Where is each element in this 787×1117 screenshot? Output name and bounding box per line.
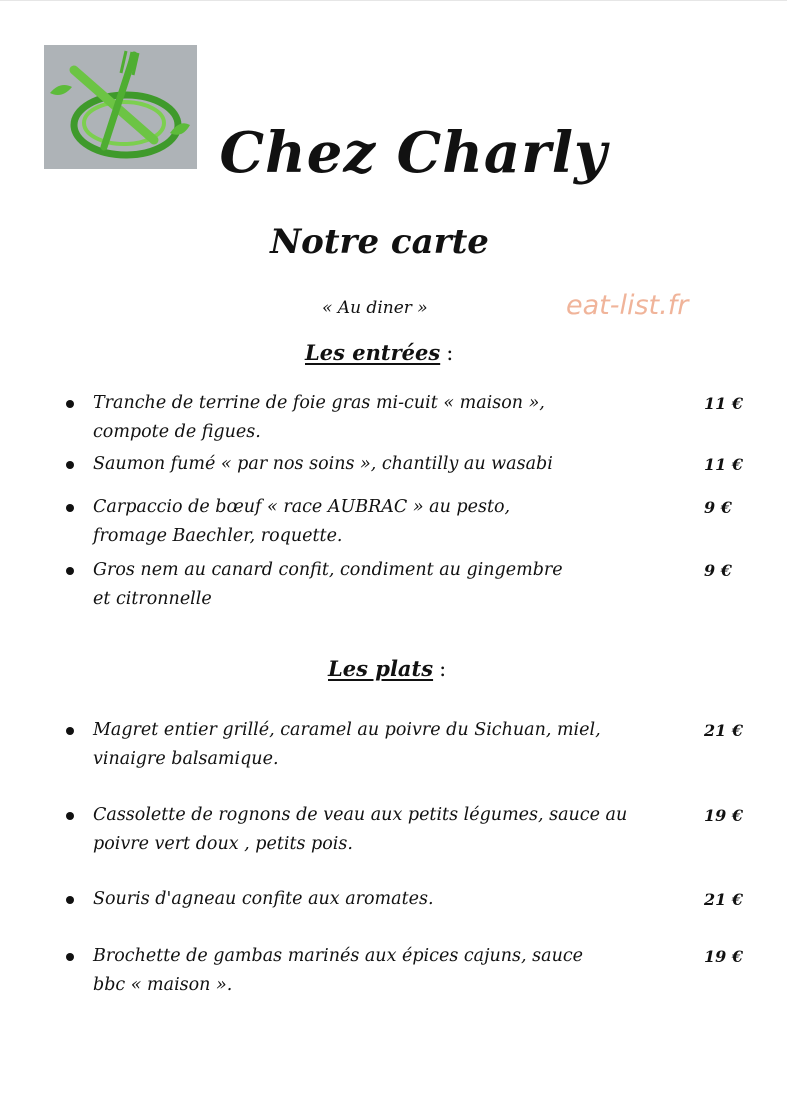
menu-item-line: Magret entier grillé, caramel au poivre du Sichuan, miel, — [93, 720, 601, 740]
menu-item-line: Saumon fumé « par nos soins », chantilly au wasabi — [93, 454, 553, 474]
menu-item-price: 11 € — [704, 394, 743, 413]
section-title-entrees — [305, 340, 453, 365]
menu-item-price: 9 € — [704, 561, 732, 580]
restaurant-name: Chez Charly — [219, 120, 608, 186]
menu-item-description — [93, 389, 673, 447]
menu-item-description — [93, 450, 673, 479]
bullet-icon — [66, 953, 74, 961]
menu-item-line: fromage Baechler, roquette. — [93, 526, 343, 546]
section-title-plats — [328, 656, 446, 681]
menu-item-price: 19 € — [704, 806, 743, 825]
menu-item-line: Cassolette de rognons de veau aux petits légumes, sauce au — [93, 805, 628, 825]
menu-item-line: Carpaccio de bœuf « race AUBRAC » au pesto, — [93, 497, 511, 517]
menu-item-line: vinaigre balsamique. — [93, 749, 279, 769]
service-label: « Au diner » — [322, 298, 428, 318]
menu-item-description — [93, 942, 673, 1000]
menu-item-line: et citronnelle — [93, 589, 212, 609]
page-top-border — [0, 0, 787, 1]
menu-item-line: bbc « maison ». — [93, 975, 233, 995]
bullet-icon — [66, 567, 74, 575]
menu-item-description — [93, 716, 673, 774]
menu-item-description — [93, 885, 673, 914]
section-heading: Les entrées — [305, 340, 441, 365]
bullet-icon — [66, 727, 74, 735]
section-heading: Les plats — [328, 656, 434, 681]
bullet-icon — [66, 812, 74, 820]
menu-item-price: 21 € — [704, 721, 743, 740]
watermark-text: eat-list.fr — [566, 290, 689, 321]
menu-title: Notre carte — [270, 222, 489, 262]
menu-item-description — [93, 801, 673, 859]
bullet-icon — [66, 461, 74, 469]
menu-item-price: 9 € — [704, 498, 732, 517]
menu-item-price: 11 € — [704, 455, 743, 474]
menu-item-price: 19 € — [704, 947, 743, 966]
menu-item-line: compote de figues. — [93, 422, 261, 442]
menu-item-line: Souris d'agneau confite aux aromates. — [93, 889, 434, 909]
bullet-icon — [66, 896, 74, 904]
menu-item-description — [93, 493, 673, 551]
menu-item-description — [93, 556, 673, 614]
bullet-icon — [66, 504, 74, 512]
section-colon: : — [439, 657, 447, 681]
bullet-icon — [66, 400, 74, 408]
menu-item-line: poivre vert doux , petits pois. — [93, 834, 353, 854]
menu-item-line: Gros nem au canard confit, condiment au gingembre — [93, 560, 563, 580]
menu-item-line: Brochette de gambas marinés aux épices cajuns, sauce — [93, 946, 584, 966]
menu-item-price: 21 € — [704, 890, 743, 909]
menu-item-line: Tranche de terrine de foie gras mi-cuit « maison », — [93, 393, 545, 413]
section-colon: : — [446, 341, 454, 365]
